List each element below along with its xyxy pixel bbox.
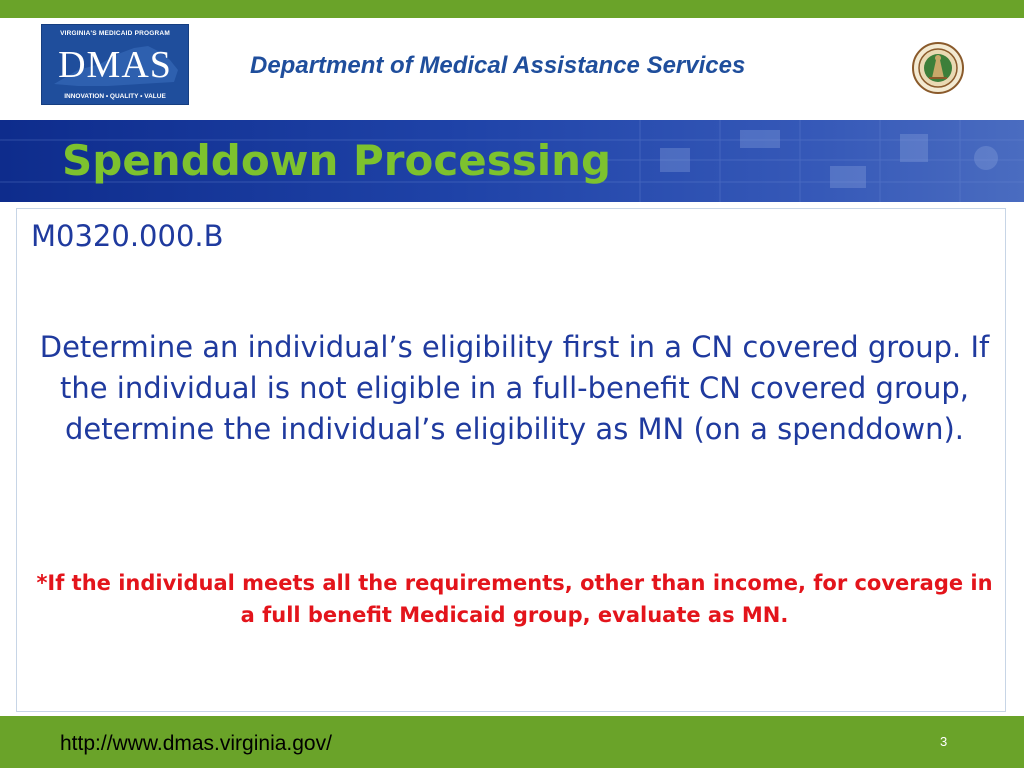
department-title: Department of Medical Assistance Services bbox=[250, 52, 746, 79]
footer-url-link[interactable]: http://www.dmas.virginia.gov/ bbox=[60, 732, 332, 755]
top-accent-bar bbox=[0, 0, 1024, 18]
slide-footer bbox=[0, 716, 1024, 768]
body-paragraph: Determine an individual’s eligibility first in a CN covered group. If the individual is not eligible in a full-benefit CN covered group, determine the individual’s eligibility as MN (on a spenddown). bbox=[39, 330, 990, 446]
dmas-logo bbox=[41, 24, 189, 105]
logo-main-text: DMAS bbox=[58, 44, 172, 86]
logo-tagline: INNOVATION • QUALITY • VALUE bbox=[64, 93, 166, 100]
page-number: 3 bbox=[940, 734, 948, 749]
slide-title: Spenddown Processing bbox=[62, 136, 612, 185]
slide-header bbox=[0, 18, 1024, 120]
logo-top-text: VIRGINIA'S MEDICAID PROGRAM bbox=[60, 30, 170, 37]
virginia-seal-icon bbox=[912, 42, 964, 94]
content-area bbox=[16, 208, 1006, 712]
section-code: M0320.000.B bbox=[31, 219, 224, 253]
title-banner bbox=[0, 120, 1024, 202]
highlighted-note: *If the individual meets all the requirements, other than income, for coverage in a full benefit Medicaid group, evaluate as MN. bbox=[36, 571, 993, 627]
